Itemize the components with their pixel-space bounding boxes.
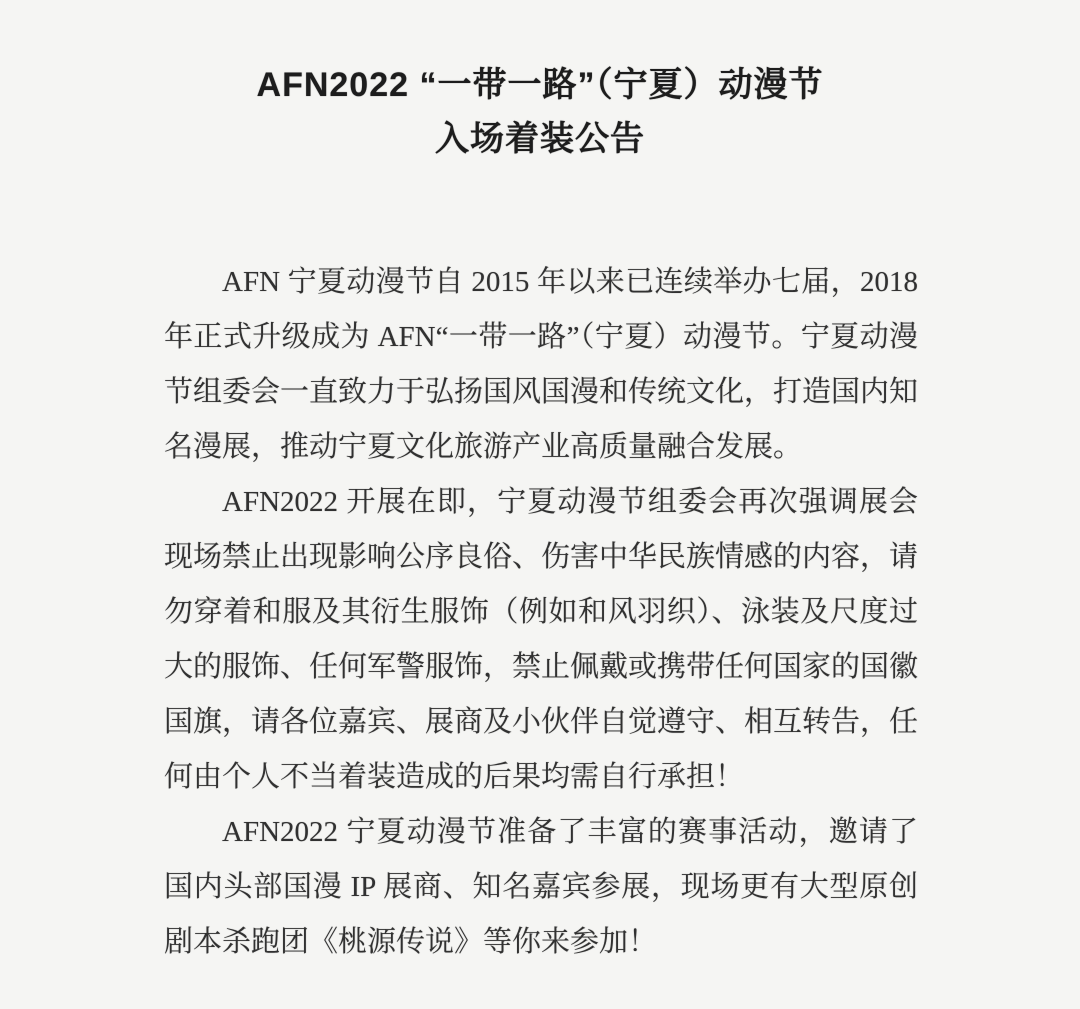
document-title-line-1: AFN2022 “一带一路”（宁夏）动漫节 bbox=[256, 66, 824, 104]
body-paragraph-3: AFN2022 宁夏动漫节准备了丰富的赛事活动，邀请了国内头部国漫 IP 展商、知名嘉宾参展，现场更有大型原创剧本杀跑团《桃源传说》等你来参加！ bbox=[164, 816, 918, 958]
document-title bbox=[0, 0, 1080, 166]
body-paragraph-2: AFN2022 开展在即，宁夏动漫节组委会再次强调展会现场禁止出现影响公序良俗、伤害中华民族情感的内容，请勿穿着和服及其衍生服饰（例如和风羽织）、泳装及尺度过大的服饰、任何军警服饰，禁止佩戴或携带任何国家的国徽国旗，请各位嘉宾、展商及小伙伴自觉遵守、相互转告，任何由个人不当着装造成的后果均需自行承担！ bbox=[164, 486, 919, 793]
body-paragraph-1: AFN 宁夏动漫节自 2015 年以来已连续举办七届，2018 年正式升级成为 AFN“一带一路”（宁夏）动漫节。宁夏动漫节组委会一直致力于弘扬国风国漫和传统文化，打造国内知名漫展，推动宁夏文化旅游产业高质量融合发展。 bbox=[164, 266, 919, 463]
document-body bbox=[164, 255, 918, 970]
document-title-line-2: 入场着装公告 bbox=[435, 120, 645, 158]
